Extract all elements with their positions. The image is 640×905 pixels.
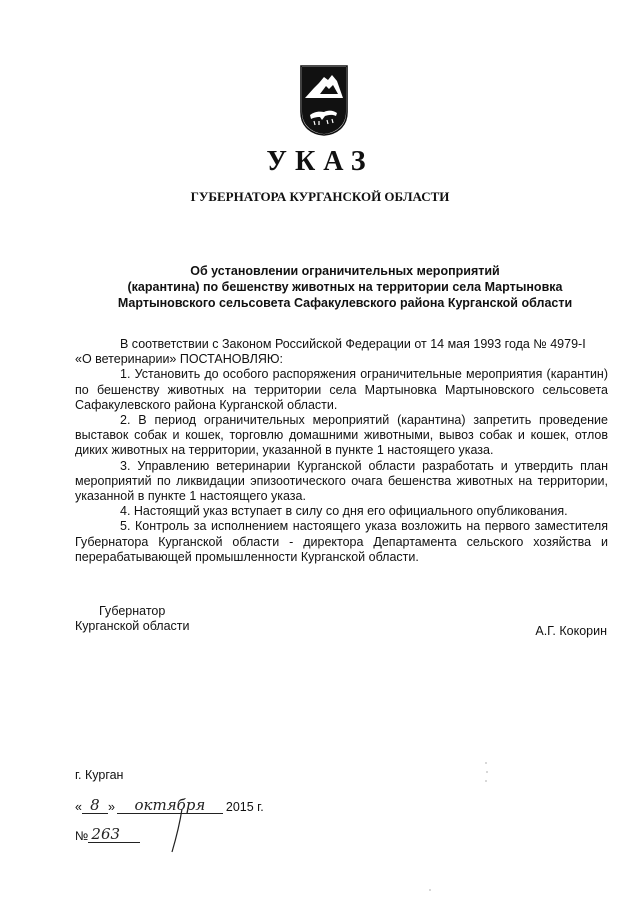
decree-heading <box>80 263 610 311</box>
decree-item: 1. Установить до особого распоряжения ограничительные мероприятия (карантин) по бешенству животных на территории села Мартыновка Мартыновского сельсовета Сафакулевского района Курганской области. <box>75 367 608 412</box>
decree-item: 3. Управлению ветеринарии Курганской области разработать и утвердить план мероприятий по ликвидации эпизоотического очага бешенства животных на территории, указанной в пункте 1 настоящего указа. <box>75 458 608 504</box>
decree-item: 5. Контроль за исполнением настоящего указа возложить на первого заместителя Губернатора Курганской области - директора Департамента сельского хозяйства и перерабатывающей промышленности Курганской области. <box>75 519 608 564</box>
preamble-continuation: «О ветеринарии» ПОСТАНОВЛЯЮ: <box>75 352 284 367</box>
heading-line: Об установлении ограничительных мероприятий <box>190 264 500 278</box>
signatory-position <box>75 604 190 634</box>
kurgan-oblast-coat-of-arms-icon <box>300 65 348 136</box>
position-line: Губернатор <box>99 604 166 618</box>
decree-body <box>75 337 608 565</box>
document-title: УКАЗ <box>266 146 374 177</box>
heading-line: (карантина) по бешенству животных на территории села Мартыновка <box>127 280 563 294</box>
issue-city: г. Курган <box>75 768 124 782</box>
decree-item: 4. Настоящий указ вступает в силу со дня его официального опубликования. <box>120 504 568 519</box>
pen-stroke-mark <box>168 808 188 853</box>
heading-line: Мартыновского сельсовета Сафакулевского района Курганской области <box>117 296 573 310</box>
quote-close: » <box>107 800 115 814</box>
handwritten-month: октября <box>117 797 223 814</box>
document-subtitle: ГУБЕРНАТОРА КУРГАНСКОЙ ОБЛАСТИ <box>190 189 450 204</box>
issue-year: 2015 г. <box>225 800 264 814</box>
decree-item: 2. В период ограничительных мероприятий (карантина) запретить проведение выставок собак и кошек, торговлю домашними животными, вывоз собак и кошек, отлов диких животных на территории, указанной в пункте 1 настоящего указа. <box>75 413 608 458</box>
number-label: № <box>75 829 89 843</box>
position-line: Курганской области <box>75 619 190 633</box>
handwritten-day: 8 <box>82 797 108 814</box>
signatory-name: А.Г. Кокорин <box>535 624 607 638</box>
preamble: В соответствии с Законом Российской Федерации от 14 мая 1993 года № 4979-I <box>120 337 586 351</box>
decree-number <box>75 826 140 843</box>
quote-open: « <box>75 800 82 814</box>
handwritten-number: 263 <box>88 826 140 843</box>
